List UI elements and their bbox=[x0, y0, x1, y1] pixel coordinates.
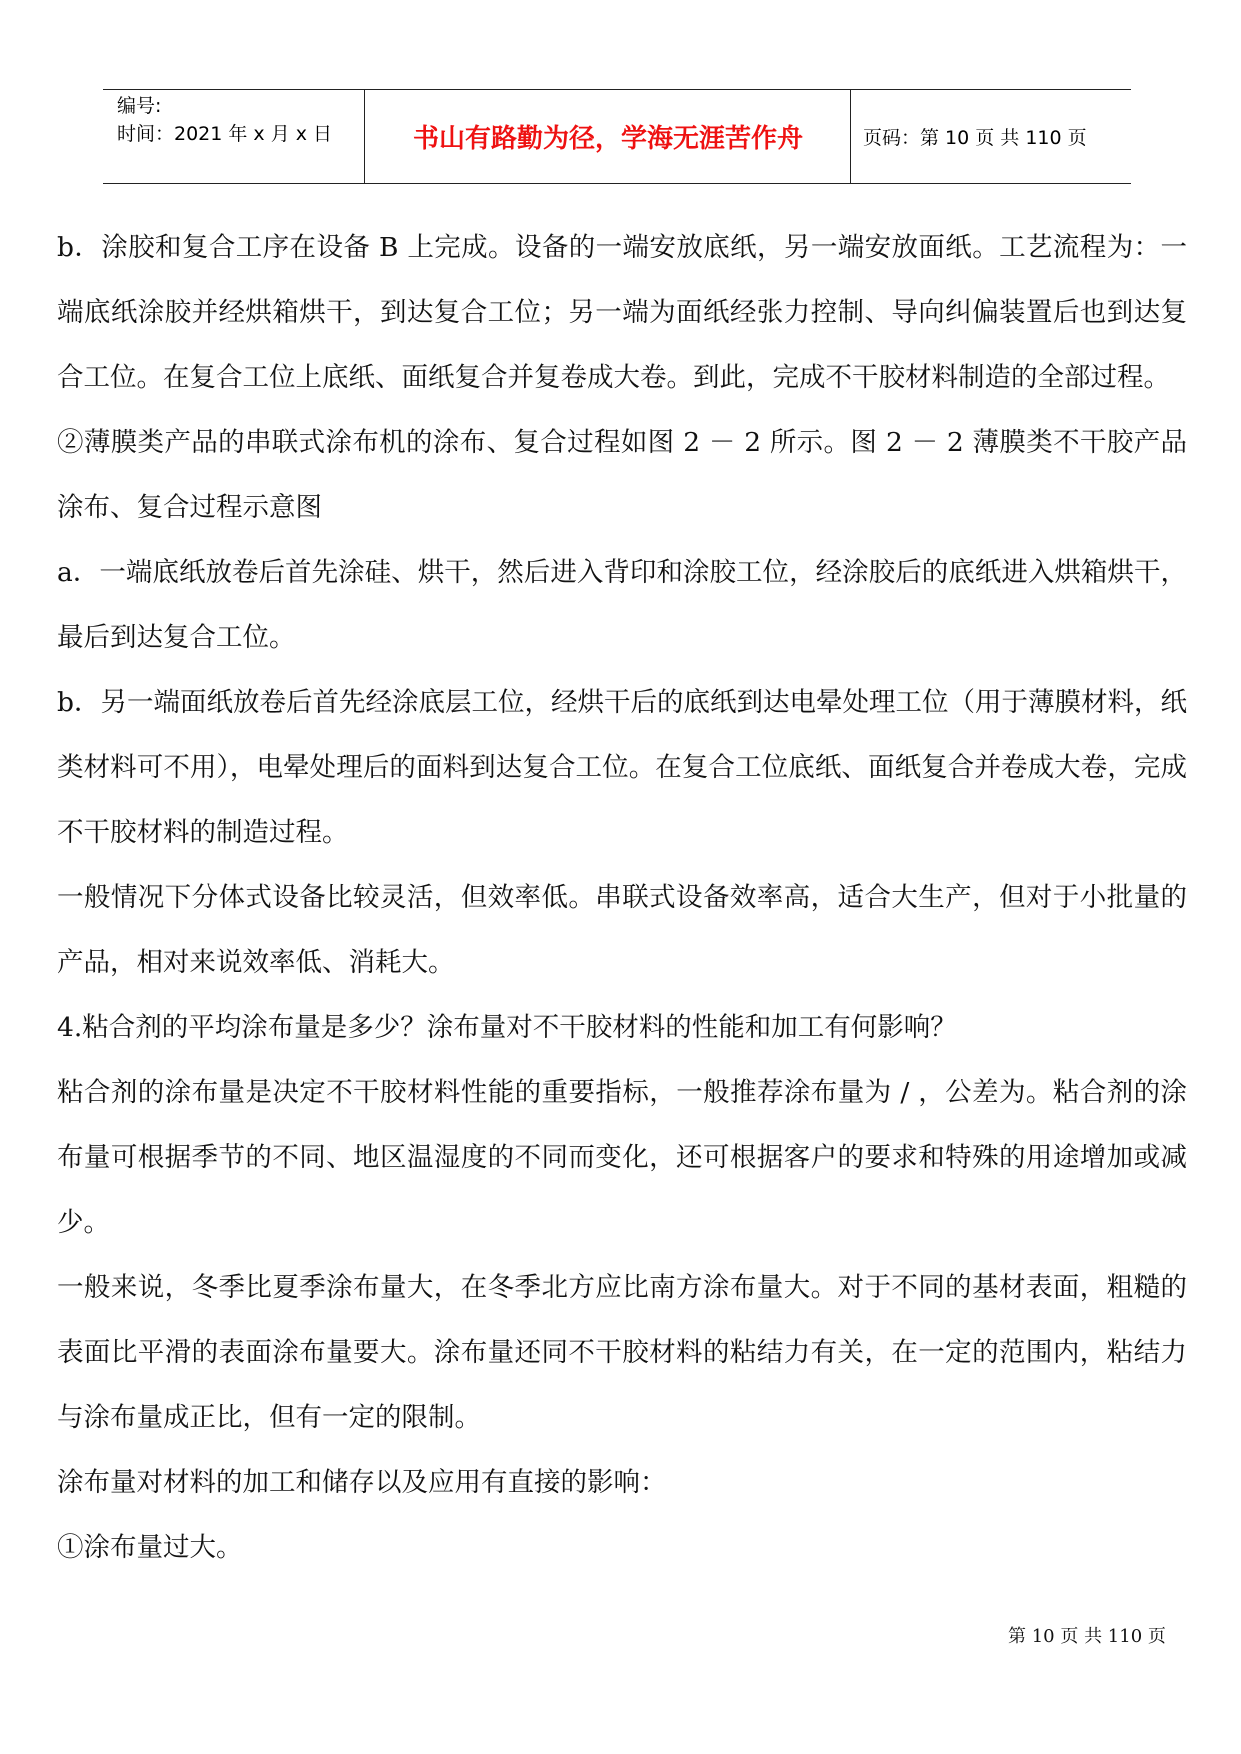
paragraph: 一般情况下分体式设备比较灵活，但效率低。串联式设备效率高，适合大生产，但对于小批量的产品，相对来说效率低、消耗大。 bbox=[57, 882, 1187, 978]
page-header bbox=[103, 89, 1131, 184]
paragraph: 一般来说，冬季比夏季涂布量大，在冬季北方应比南方涂布量大。对于不同的基材表面，粗糙的表面比平滑的表面涂布量要大。涂布量还同不干胶材料的粘结力有关，在一定的范围内，粘结力与涂布量成正比，但有一定的限制。 bbox=[57, 1272, 1187, 1433]
document-time-label: 时间：2021 年 x 月 x 日 bbox=[117, 123, 333, 145]
paragraph: b．另一端面纸放卷后首先经涂底层工位，经烘干后的底纸到达电晕处理工位（用于薄膜材料，纸类材料可不用），电晕处理后的面料到达复合工位。在复合工位底纸、面纸复合并卷成大卷，完成不干胶材料的制造过程。 bbox=[57, 687, 1187, 848]
paragraph: ②薄膜类产品的串联式涂布机的涂布、复合过程如图 2 － 2 所示。图 2 － 2 薄膜类不干胶产品涂布、复合过程示意图 bbox=[57, 427, 1187, 523]
header-motto: 书山有路勤为径，学海无涯苦作舟 bbox=[412, 124, 803, 154]
paragraph: 涂布量对材料的加工和储存以及应用有直接的影响： bbox=[57, 1467, 667, 1498]
question-heading: 4.粘合剂的平均涂布量是多少？涂布量对不干胶材料的性能和加工有何影响？ bbox=[57, 1012, 957, 1043]
paragraph: ①涂布量过大。 bbox=[57, 1532, 243, 1563]
header-divider bbox=[364, 90, 365, 183]
header-divider bbox=[850, 90, 851, 183]
paragraph: 粘合剂的涂布量是决定不干胶材料性能的重要指标，一般推荐涂布量为 / ，公差为。粘合剂的涂布量可根据季节的不同、地区温湿度的不同而变化，还可根据客户的要求和特殊的用途增加或减少。 bbox=[57, 1077, 1187, 1238]
footer-page-number: 第 10 页 共 110 页 bbox=[1008, 1626, 1166, 1647]
paragraph: b．涂胶和复合工序在设备 B 上完成。设备的一端安放底纸，另一端安放面纸。工艺流程为：一端底纸涂胶并经烘箱烘干，到达复合工位；另一端为面纸经张力控制、导向纠偏装置后也到达复合工位。在复合工位上底纸、面纸复合并复卷成大卷。到此，完成不干胶材料制造的全部过程。 bbox=[57, 232, 1187, 393]
document-body bbox=[57, 215, 1187, 1580]
header-meta bbox=[117, 92, 332, 148]
paragraph: a．一端底纸放卷后首先涂硅、烘干，然后进入背印和涂胶工位，经涂胶后的底纸进入烘箱烘干，最后到达复合工位。 bbox=[57, 557, 1187, 653]
document-number-label: 编号: bbox=[117, 95, 162, 117]
header-page-info: 页码：第 10 页 共 110 页 bbox=[863, 127, 1087, 149]
